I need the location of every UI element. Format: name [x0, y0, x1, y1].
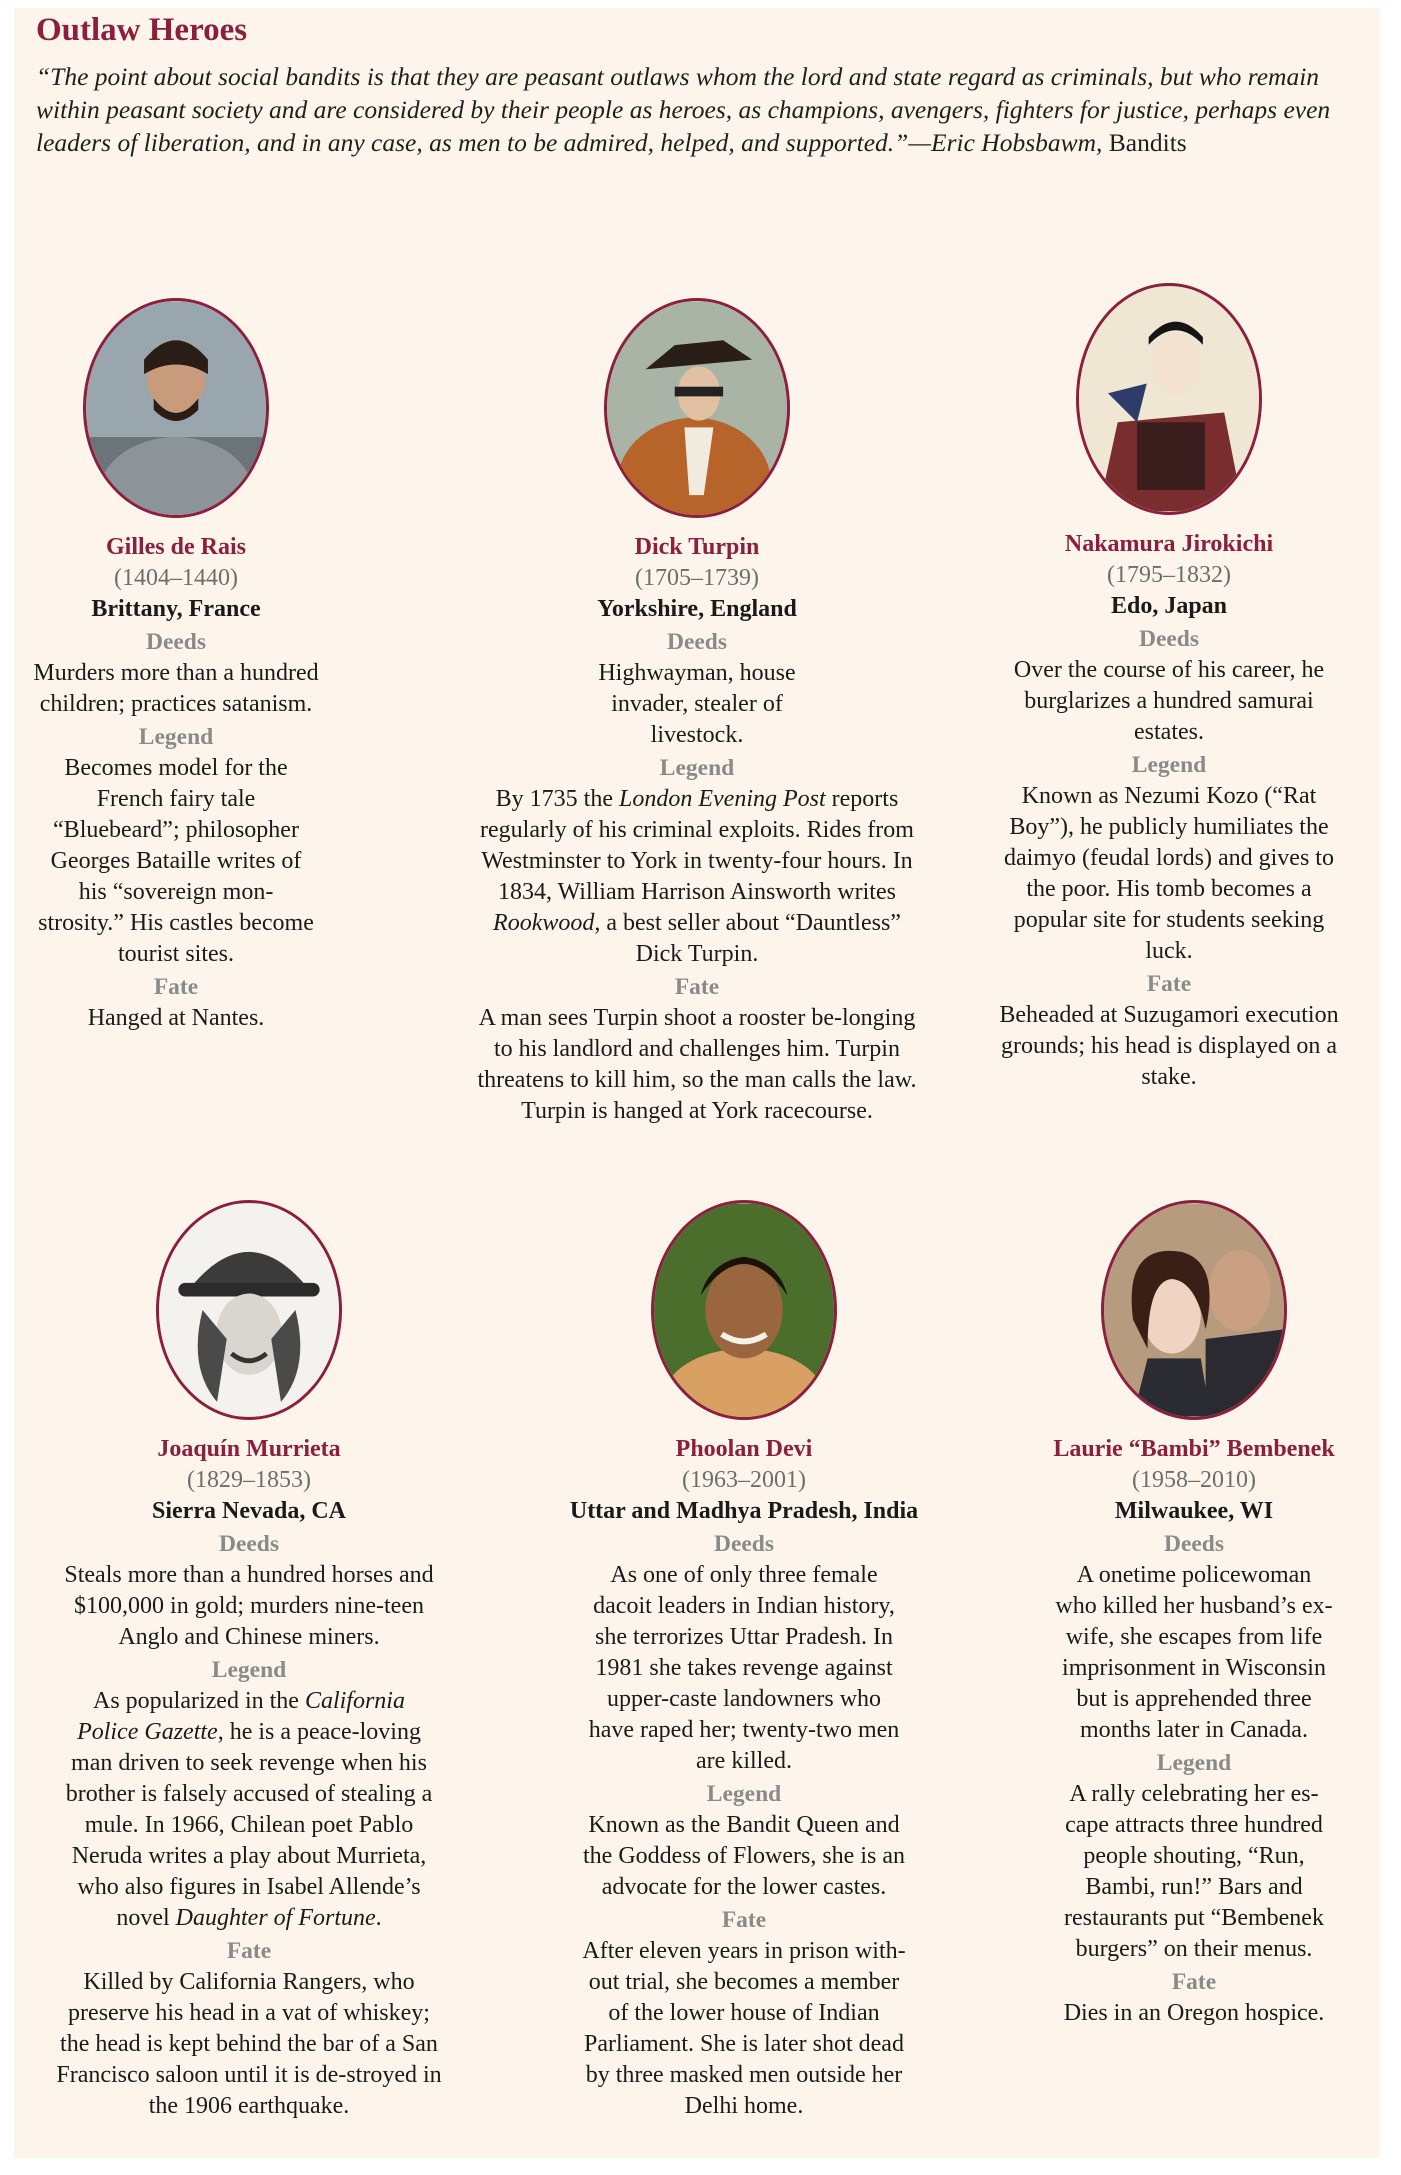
- outlaw-card-dick-turpin: [467, 298, 927, 1127]
- outlaw-years: (1795–1832): [1107, 562, 1231, 588]
- outlaw-card-gilles-de-rais: [18, 298, 334, 1034]
- outlaw-card-joaquin-murrieta: [54, 1200, 444, 2122]
- legend-heading: Legend: [211, 1657, 287, 1683]
- fate-text: Hanged at Nantes.: [87, 1005, 265, 1031]
- outlaw-name: Laurie “Bambi” Bembenek: [1053, 1436, 1335, 1462]
- legend-text-italic: California Police Gazette: [77, 1688, 405, 1745]
- page: [14, 8, 1380, 2158]
- fate-heading: Fate: [674, 974, 720, 1000]
- legend-heading: Legend: [706, 1781, 782, 1807]
- deeds-text: As one of only three female dacoit leaders in Indian history, she terrorizes Uttar Pradesh. In 1981 she takes revenge against upper-caste landowners who have raped her; twenty-two men are killed.: [588, 1562, 900, 1774]
- deeds-heading: Deeds: [218, 1531, 280, 1557]
- fate-heading: Fate: [721, 1907, 767, 1933]
- outlaw-years: (1963–2001): [682, 1467, 806, 1493]
- fate-heading: Fate: [1146, 971, 1192, 997]
- fate-text: Beheaded at Suzugamori execution grounds; his head is displayed on a stake.: [999, 1002, 1339, 1090]
- legend-heading: Legend: [1156, 1750, 1232, 1776]
- outlaw-card-nakamura-jirokichi: [999, 283, 1339, 1093]
- legend-text-part: , a best seller about “Dauntless” Dick Turpin.: [594, 910, 901, 967]
- deeds-text: Highwayman, house invader, stealer of livestock.: [598, 660, 796, 748]
- legend-text: Known as the Bandit Queen and the Goddess of Flowers, she is an advocate for the lower castes.: [583, 1812, 905, 1900]
- outlaw-name: Gilles de Rais: [105, 534, 246, 560]
- deeds-heading: Deeds: [713, 1531, 775, 1557]
- outlaw-place: Milwaukee, WI: [1114, 1498, 1274, 1524]
- legend-text-part: reports regularly of his criminal exploits. Rides from Westminster to York in twenty-four hours. In 1834, William Harrison Ainsworth writes: [480, 786, 914, 905]
- legend-text: [467, 784, 927, 970]
- page-title: Outlaw Heroes: [36, 12, 248, 48]
- legend-text: Becomes model for the French fairy tale “Bluebeard”; philosopher Georges Bataille writes of his “sovereign mon-strosity.” His castles become tourist sites.: [38, 755, 314, 967]
- legend-text-part: By 1735 the: [495, 786, 619, 812]
- portrait-image: [1076, 283, 1262, 515]
- outlaw-card-laurie-bembenek: [1024, 1200, 1364, 2029]
- deeds-text: Murders more than a hundred children; practices satanism.: [33, 660, 319, 717]
- legend-text: [54, 1686, 444, 1934]
- portrait-image: [1101, 1200, 1287, 1420]
- legend-heading: Legend: [1131, 752, 1207, 778]
- legend-text-italic: Rookwood: [493, 910, 595, 936]
- deeds-heading: Deeds: [1138, 626, 1200, 652]
- outlaw-name: Dick Turpin: [634, 534, 760, 560]
- portrait-image: [83, 298, 269, 518]
- outlaw-years: (1829–1853): [187, 1467, 311, 1493]
- fate-text: After eleven years in prison with-out trial, she becomes a member of the lower house of Indian Parliament. She is later shot dead by three masked men outside her Delhi home.: [582, 1938, 906, 2119]
- deeds-heading: Deeds: [666, 629, 728, 655]
- portrait-image: [156, 1200, 342, 1420]
- fate-heading: Fate: [153, 974, 199, 1000]
- outlaw-years: (1958–2010): [1132, 1467, 1256, 1493]
- legend-text: Known as Nezumi Kozo (“Rat Boy”), he publicly humiliates the daimyo (feudal lords) and gives to the poor. His tomb becomes a popular site for students seeking luck.: [1004, 783, 1334, 964]
- fate-heading: Fate: [226, 1938, 272, 1964]
- deeds-text: Over the course of his career, he burglarizes a hundred samurai estates.: [1013, 657, 1325, 745]
- fate-heading: Fate: [1171, 1969, 1217, 1995]
- legend-text-part: As popularized in the: [93, 1688, 305, 1714]
- quote-text: “The point about social bandits is that they are peasant outlaws whom the lord and state regard as criminals, but who remain within peasant society and are considered by their people as heroes, as champions, avengers, fighters for justice, perhaps even leaders of liberation, and in any case, as men to be admired, helped, and supported.”—Eric Hobsbawm,: [36, 62, 1331, 157]
- legend-text-italic: London Evening Post: [619, 786, 826, 812]
- portrait-image: [604, 298, 790, 518]
- legend-text-italic: Daughter of Fortune: [175, 1905, 376, 1931]
- outlaw-card-phoolan-devi: [554, 1200, 934, 2122]
- legend-heading: Legend: [138, 724, 214, 750]
- outlaw-name: Phoolan Devi: [675, 1436, 813, 1462]
- fate-text: Dies in an Oregon hospice.: [1063, 2000, 1325, 2026]
- deeds-text: Steals more than a hundred horses and $100,000 in gold; murders nine-teen Anglo and Chinese miners.: [64, 1562, 434, 1650]
- fate-text: Killed by California Rangers, who preserve his head in a vat of whiskey; the head is kept behind the bar of a San Francisco saloon until it is de-stroyed in the 1906 earthquake.: [56, 1969, 442, 2119]
- outlaw-name: Joaquín Murrieta: [157, 1436, 341, 1462]
- outlaw-place: Brittany, France: [91, 596, 261, 622]
- quote-book: Bandits: [1108, 128, 1187, 157]
- legend-text: A rally celebrating her es-cape attracts three hundred people shouting, “Run, Bambi, run!” Bars and restaurants put “Bembenek burgers” on their menus.: [1064, 1781, 1324, 1962]
- outlaw-name: Nakamura Jirokichi: [1064, 531, 1274, 557]
- legend-heading: Legend: [659, 755, 735, 781]
- deeds-text: A onetime policewoman who killed her husband’s ex-wife, she escapes from life imprisonment in Wisconsin but is apprehended three months later in Canada.: [1055, 1562, 1333, 1743]
- legend-text-part: .: [375, 1905, 382, 1931]
- epigraph-quote: [36, 60, 1366, 159]
- deeds-heading: Deeds: [145, 629, 207, 655]
- fate-text: A man sees Turpin shoot a rooster be-longing to his landlord and challenges him. Turpin threatens to kill him, so the man calls the law. Turpin is hanged at York racecourse.: [477, 1005, 917, 1124]
- legend-text-part: , he is a peace-loving man driven to seek revenge when his brother is falsely accused of stealing a mule. In 1966, Chilean poet Pablo Neruda writes a play about Murrieta, who also figures in Isabel Allende’s novel: [65, 1719, 433, 1931]
- outlaw-place: Edo, Japan: [1110, 593, 1228, 619]
- portrait-image: [651, 1200, 837, 1420]
- outlaw-years: (1404–1440): [114, 565, 238, 591]
- outlaw-place: Uttar and Madhya Pradesh, India: [569, 1498, 919, 1524]
- outlaw-place: Yorkshire, England: [597, 596, 797, 622]
- deeds-heading: Deeds: [1163, 1531, 1225, 1557]
- outlaw-place: Sierra Nevada, CA: [152, 1498, 346, 1524]
- outlaw-years: (1705–1739): [635, 565, 759, 591]
